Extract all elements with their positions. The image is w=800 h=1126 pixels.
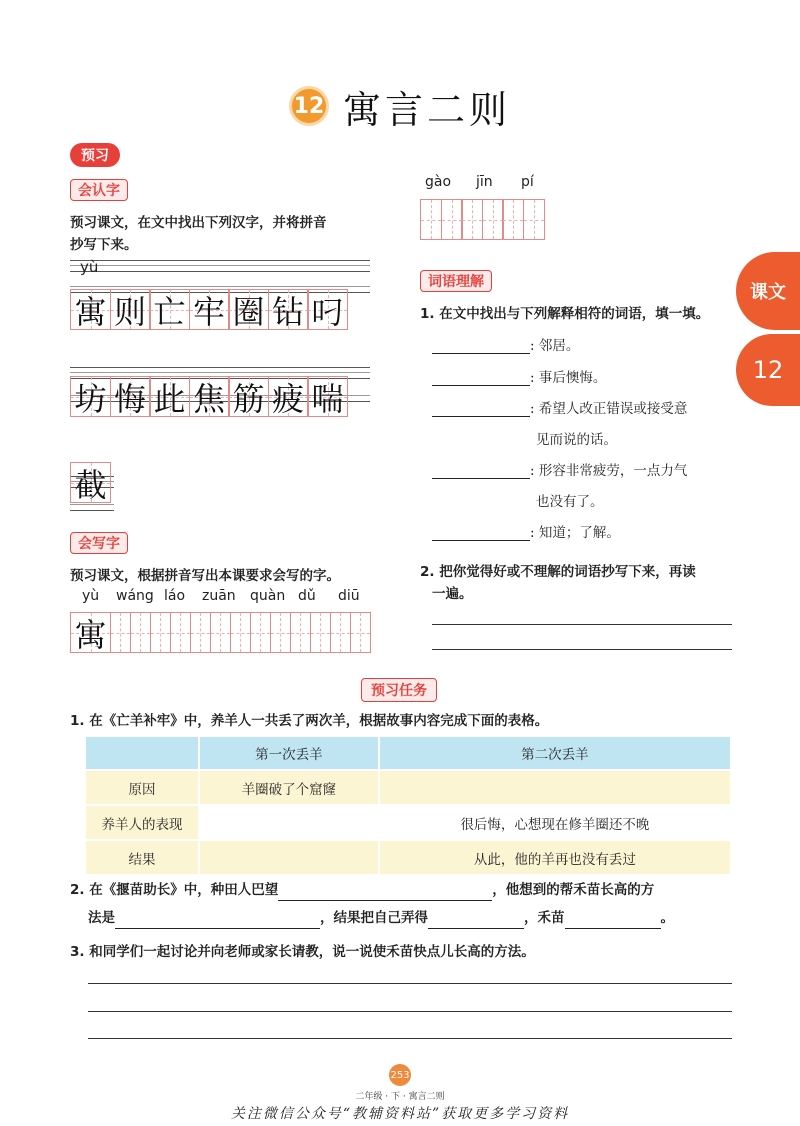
answer-line[interactable] xyxy=(432,649,732,650)
pinyin: gào xyxy=(425,174,452,190)
definition-row: 也没有了。 xyxy=(536,494,604,510)
table-header xyxy=(86,737,731,770)
row-label: 原因 xyxy=(86,770,199,805)
task-tag: 预习任务 xyxy=(361,678,437,702)
answer-blank[interactable] xyxy=(432,460,530,479)
write-cell[interactable] xyxy=(441,199,463,240)
answer-line[interactable] xyxy=(88,1011,732,1012)
write-cell[interactable] xyxy=(250,612,272,653)
pinyin: yù xyxy=(82,588,100,604)
vocab-question-2: 2. 把你觉得好或不理解的词语抄写下来，再读 xyxy=(420,564,696,580)
header-cell xyxy=(86,737,199,770)
right-write-grid xyxy=(420,199,543,240)
answer-blank[interactable] xyxy=(432,367,530,386)
char-cell: 焦 xyxy=(189,376,230,417)
write-cell[interactable] xyxy=(482,199,504,240)
write-cell[interactable] xyxy=(130,612,152,653)
table-cell[interactable] xyxy=(379,770,731,805)
char-cell: 疲 xyxy=(268,376,309,417)
definition-row: : 事后懊悔。 xyxy=(432,366,606,386)
write-cell[interactable] xyxy=(230,612,252,653)
char-cell: 寓 xyxy=(70,289,111,330)
task-question-2: 2. 在《揠苗助长》中，种田人巴望 ，他想到的帮禾苗长高的方 xyxy=(70,879,654,901)
pinyin-lines xyxy=(70,260,370,272)
side-tab-number: 12 xyxy=(736,334,800,406)
char-cell: 截 xyxy=(70,462,111,503)
table-cell[interactable] xyxy=(199,805,379,840)
recognize-row-2 xyxy=(70,376,347,417)
table-cell: 羊圈破了个窟窿 xyxy=(199,770,379,805)
write-cell[interactable] xyxy=(270,612,292,653)
char-cell: 牢 xyxy=(189,289,230,330)
answer-line[interactable] xyxy=(88,983,732,984)
footer-promo: 关注微信公众号“教辅资料站”获取更多学习资料 xyxy=(230,1106,570,1122)
page-title: 寓言二则 xyxy=(342,87,511,132)
write-instruction: 预习课文，根据拼音写出本课要求会写的字。 xyxy=(70,568,340,584)
answer-blank[interactable] xyxy=(428,910,524,929)
table-cell[interactable] xyxy=(199,840,379,875)
write-cell[interactable] xyxy=(310,612,332,653)
answer-line[interactable] xyxy=(432,624,732,625)
pinyin: wáng xyxy=(116,588,154,604)
task-question-3: 3. 和同学们一起讨论并向老师或家长请教，说一说使禾苗快点儿长高的方法。 xyxy=(70,944,535,960)
write-cell[interactable] xyxy=(523,199,545,240)
header-cell: 第一次丢羊 xyxy=(199,737,379,770)
table-cell: 很后悔，心想现在修羊圈还不晚 xyxy=(379,805,731,840)
footer-caption: 二年级 · 下 · 寓言二则 xyxy=(355,1092,445,1102)
recognize-row-1 xyxy=(70,289,347,330)
char-cell: 圈 xyxy=(228,289,269,330)
recognize-instruction-2: 抄写下来。 xyxy=(70,237,138,253)
answer-blank[interactable] xyxy=(115,910,320,929)
vocab-question-2-cont: 一遍。 xyxy=(432,586,473,602)
row-label: 结果 xyxy=(86,840,199,875)
recognize-row-3 xyxy=(70,462,110,503)
answer-blank[interactable] xyxy=(432,522,530,541)
definition-row: : 知道；了解。 xyxy=(432,521,620,541)
write-cell[interactable] xyxy=(210,612,232,653)
page-number: 253 xyxy=(389,1064,411,1086)
char-cell: 亡 xyxy=(149,289,190,330)
pinyin: pí xyxy=(521,174,534,190)
write-pinyin-row xyxy=(70,588,380,608)
char-cell: 悔 xyxy=(110,376,151,417)
definition-row: : 邻居。 xyxy=(432,334,579,354)
write-cell[interactable] xyxy=(150,612,172,653)
char-cell: 叼 xyxy=(307,289,348,330)
vocab-tag: 词语理解 xyxy=(420,270,492,292)
write-cell[interactable] xyxy=(290,612,312,653)
lost-sheep-table xyxy=(86,737,732,876)
write-cell[interactable] xyxy=(170,612,192,653)
header-cell: 第二次丢羊 xyxy=(379,737,731,770)
char-cell: 喘 xyxy=(307,376,348,417)
preview-badge: 预习 xyxy=(70,143,120,167)
pinyin: diū xyxy=(338,588,360,604)
write-tag: 会写字 xyxy=(70,532,128,554)
side-tab-label: 课文 xyxy=(736,252,800,330)
recognize-instruction-1: 预习课文，在文中找出下列汉字，并将拼音 xyxy=(70,215,327,231)
write-cell[interactable] xyxy=(330,612,352,653)
definition-row: : 希望人改正错误或接受意 xyxy=(432,397,687,417)
char-cell: 坊 xyxy=(70,376,111,417)
write-cell[interactable] xyxy=(502,199,524,240)
table-row xyxy=(86,840,731,875)
pinyin: quàn xyxy=(250,588,286,604)
write-cell[interactable] xyxy=(350,612,372,653)
write-cell[interactable] xyxy=(110,612,132,653)
answer-blank[interactable] xyxy=(432,398,530,417)
lesson-header xyxy=(0,78,800,134)
definition-row: : 形容非常疲劳，一点力气 xyxy=(432,459,687,479)
write-cell[interactable] xyxy=(420,199,442,240)
lesson-number: 12 xyxy=(289,86,329,126)
pinyin: zuān xyxy=(202,588,236,604)
char-cell: 此 xyxy=(149,376,190,417)
table-row xyxy=(86,805,731,840)
right-pinyin-row xyxy=(420,174,560,194)
pinyin: láo xyxy=(164,588,186,604)
char-cell: 筋 xyxy=(228,376,269,417)
write-cell: 寓 xyxy=(70,612,111,653)
char-cell: 则 xyxy=(110,289,151,330)
pinyin: jīn xyxy=(476,174,493,190)
recognize-tag: 会认字 xyxy=(70,179,128,201)
answer-blank[interactable] xyxy=(278,882,492,901)
answer-line[interactable] xyxy=(88,1038,732,1039)
pinyin-example: yù xyxy=(80,258,99,276)
answer-blank[interactable] xyxy=(432,335,530,354)
char-cell: 钻 xyxy=(268,289,309,330)
write-cell[interactable] xyxy=(461,199,483,240)
table-row xyxy=(86,770,731,805)
answer-blank[interactable] xyxy=(565,910,661,929)
vocab-question-1: 1. 在文中找出与下列解释相符的词语，填一填。 xyxy=(420,306,710,322)
write-grid xyxy=(70,612,370,653)
task-question-1: 1. 在《亡羊补牢》中，养羊人一共丢了两次羊，根据故事内容完成下面的表格。 xyxy=(70,713,549,729)
write-cell[interactable] xyxy=(190,612,212,653)
row-label: 养羊人的表现 xyxy=(86,805,199,840)
task-question-2-cont: 法是 ，结果把自己弄得 ，禾苗 。 xyxy=(88,907,674,929)
definition-row: 见而说的话。 xyxy=(536,432,617,448)
pinyin: dǔ xyxy=(298,588,316,604)
table-cell: 从此，他的羊再也没有丢过 xyxy=(379,840,731,875)
